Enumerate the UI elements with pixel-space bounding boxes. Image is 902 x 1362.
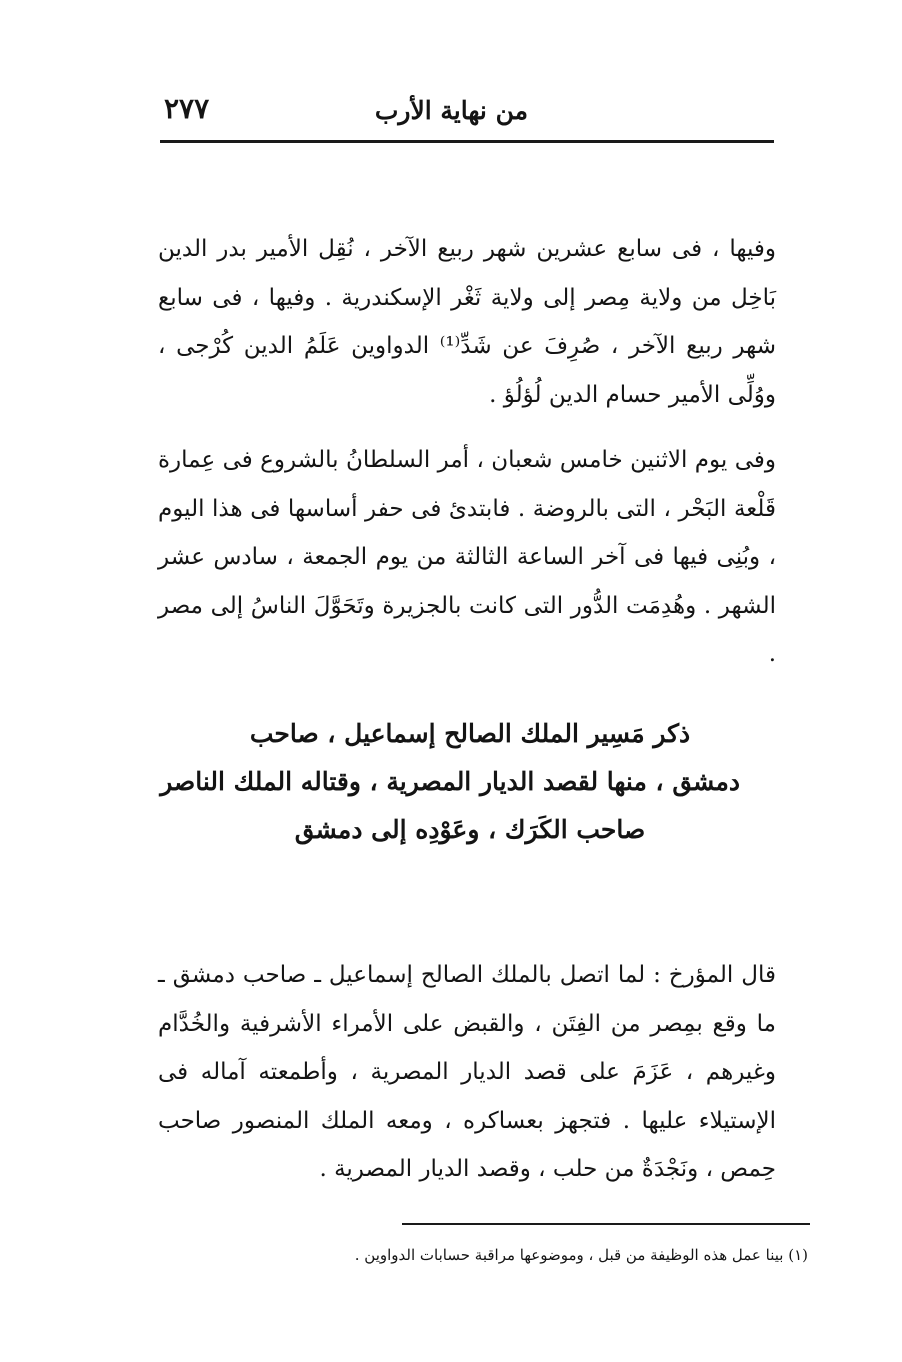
page-number: ٢٧٧ (164, 92, 210, 125)
running-title: من نهاية الأرب (374, 96, 528, 125)
footnote: (١) بينا عمل هذه الوظيفة من قبل ، وموضوعها مراقبة حسابات الدواوين . (354, 1246, 808, 1264)
section-heading-line: صاحب الكَرَك ، وعَوْدِه إلى دمشق (294, 815, 646, 844)
paragraph-transfer-of-emirs: وفيها ، فى سابع عشرين شهر ربيع الآخر ، نُقِل الأمير بدر الدين بَاخِل من ولاية مِصر إلى ولاية ثَغْر الإسكندرية . وفيها ، فى سابع شهر ربيع الآخر ، صُرِفَ عن شَدِّ⁽¹⁾ الدواوين عَلَمُ الدين كُرْجى ، ووُلِّى الأمير حسام الدين لُؤلُؤ . (158, 236, 776, 408)
paragraph-citadel-construction: وفى يوم الاثنين خامس شعبان ، أمر السلطانُ بالشروع فى عِمارة قَلْعة البَحْر ، التى بالروضة . فابتدئ فى حفر أساسها فى هذا اليوم ، وبُنِى فيها فى آخر الساعة الثالثة من يوم الجمعة ، سادس عشر الشهر . وهُدِمَت الدُّور التى كانت بالجزيرة وتَحَوَّلَ الناسُ إلى مصر . (158, 447, 776, 667)
section-heading-line: ذكر مَسِير الملك الصالح إسماعيل ، صاحب (249, 719, 691, 748)
section-heading (160, 710, 740, 854)
section-heading-line: دمشق ، منها لقصد الديار المصرية ، وقتاله الملك الناصر (160, 767, 740, 796)
header-rule (160, 140, 774, 143)
running-header (160, 88, 774, 134)
paragraph-historian-account: قال المؤرخ : لما اتصل بالملك الصالح إسماعيل ـ صاحب دمشق ـ ما وقع بمِصر من الفِتَن ، والقبض على الأمراء الأشرفية والخُدَّام وغيرهم ، عَزَمَ على قصد الديار المصرية ، وأطمعته آماله فى الإستيلاء عليها . فتجهز بعساكره ، ومعه الملك المنصور صاحب حِمص ، ونَجْدَةٌ من حلب ، وقصد الديار المصرية . (158, 962, 776, 1182)
footnote-rule (402, 1223, 810, 1225)
